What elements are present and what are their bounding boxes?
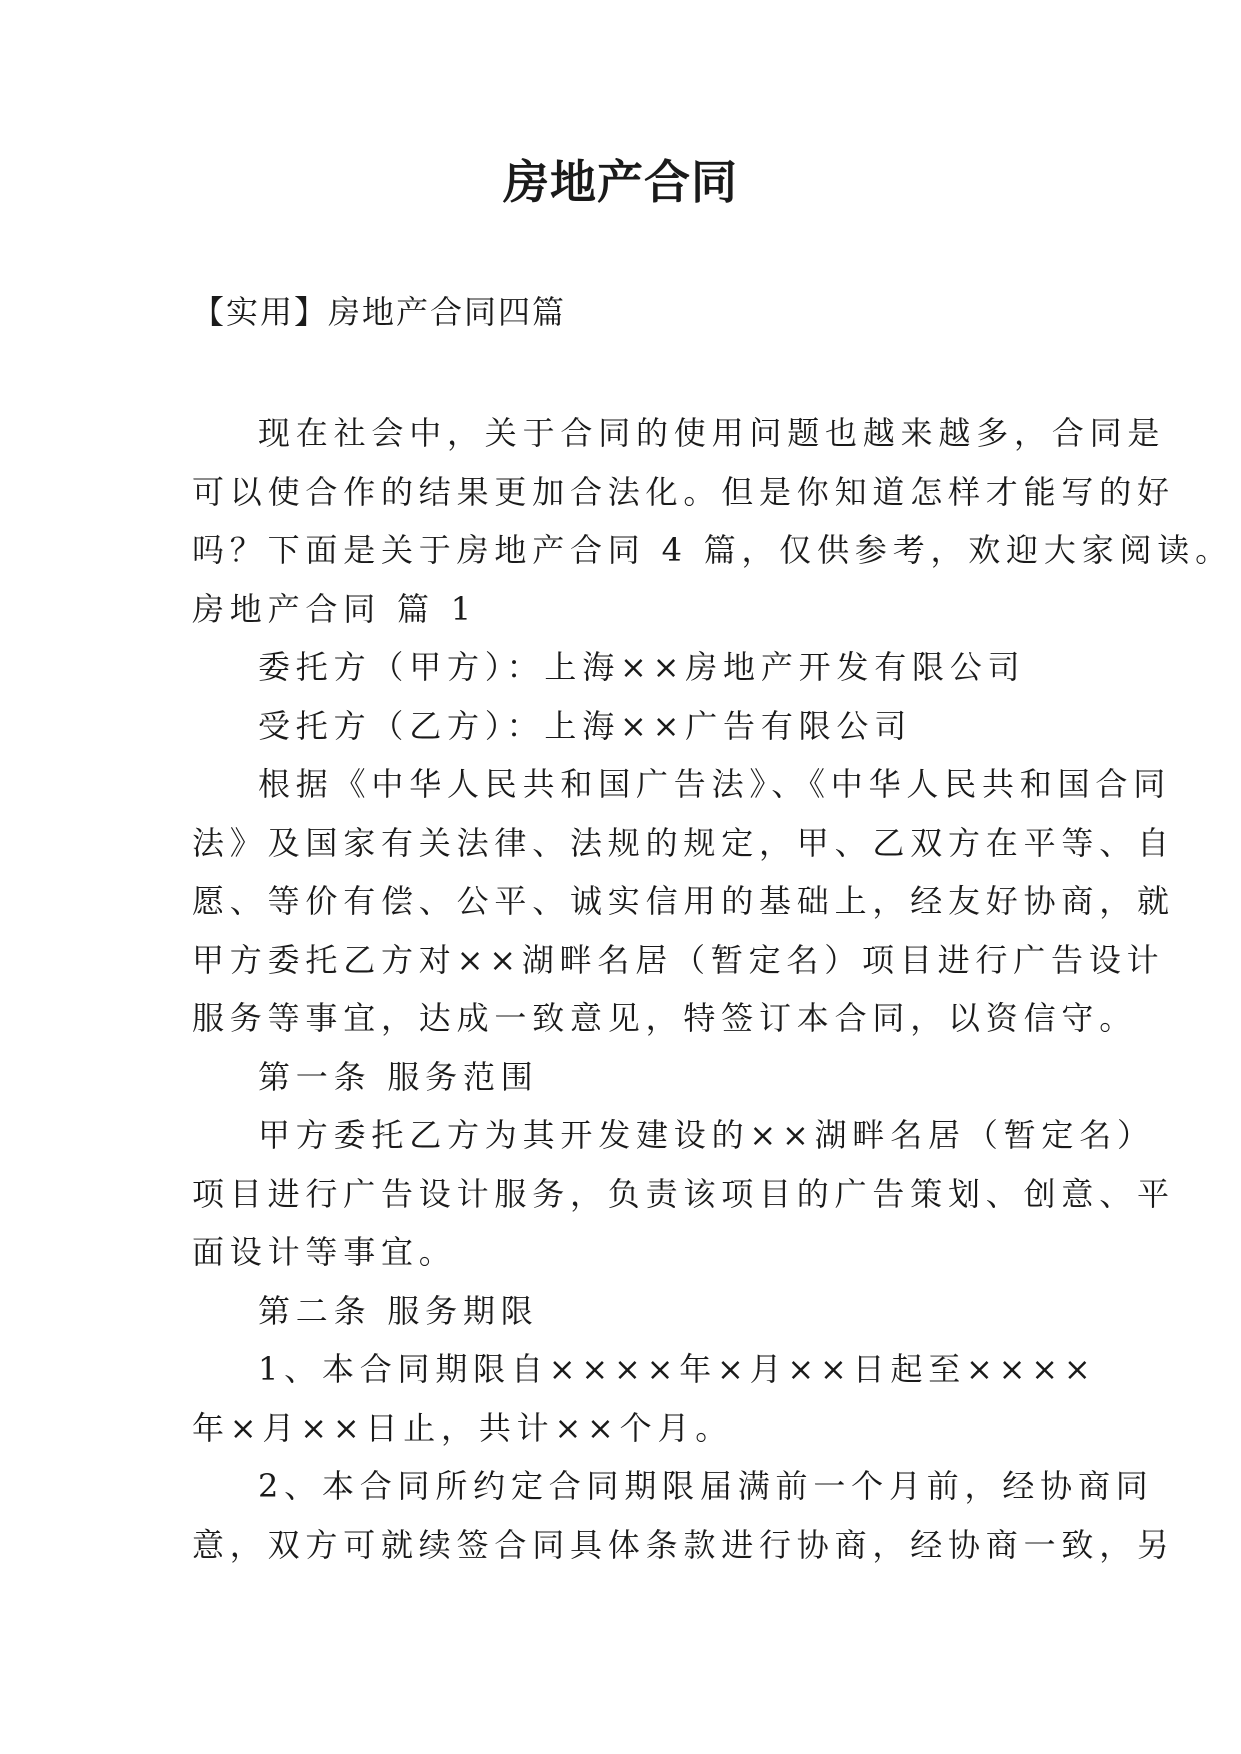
article2-item2-line: 2、本合同所约定合同期限届满前一个月前，经协商同 xyxy=(258,1467,1154,1505)
article1-line: 面设计等事宜。 xyxy=(192,1233,457,1271)
article1-paragraph xyxy=(192,1106,1175,1282)
article1-line: 甲方委托乙方为其开发建设的××湖畔名居（暂定名） xyxy=(258,1116,1155,1154)
basis-line: 服务等事宜，达成一致意见，特签订本合同，以资信守。 xyxy=(192,999,1138,1037)
article2-heading xyxy=(192,1282,1062,1341)
intro-line: 现在社会中，关于合同的使用问题也越来越多，合同是 xyxy=(258,414,1166,452)
article2-item1 xyxy=(192,1340,1097,1457)
section-heading-text: 房地产合同 篇 1 xyxy=(192,589,477,628)
client-line: 委托方（甲方）：上海××房地产开发有限公司 xyxy=(258,648,1026,686)
basis-line: 甲方委托乙方对××湖畔名居（暂定名）项目进行广告设计 xyxy=(192,940,1165,979)
intro-paragraph xyxy=(192,404,1233,580)
intro-line: 吗？下面是关于房地产合同 4 篇，仅供参考，欢迎大家阅读。 xyxy=(192,531,1233,569)
article1-heading xyxy=(192,1048,1062,1107)
basis-paragraph xyxy=(192,755,1175,1048)
intro-line: 可以使合作的结果更加合法化。但是你知道怎样才能写的好 xyxy=(192,472,1175,511)
section-heading xyxy=(192,580,1062,639)
article2-item1-line: 年×月××日止，共计××个月。 xyxy=(192,1408,734,1447)
article2-item2-line: 意，双方可就续签合同具体条款进行协商，经协商一致，另 xyxy=(192,1525,1175,1564)
agent-paragraph xyxy=(192,697,1062,756)
article2-item1-line: 1、本合同期限自××××年×月××日起至×××× xyxy=(258,1350,1097,1388)
document-body xyxy=(192,404,1233,1574)
basis-line: 法》及国家有关法律、法规的规定，甲、乙双方在平等、自 xyxy=(192,823,1175,862)
article1-line: 项目进行广告设计服务，负责该项目的广告策划、创意、平 xyxy=(192,1174,1175,1213)
article2-heading-text: 第二条 服务期限 xyxy=(258,1291,539,1330)
article2-item2 xyxy=(192,1457,1175,1574)
document-subtitle: 【实用】房地产合同四篇 xyxy=(192,293,567,331)
article1-heading-text: 第一条 服务范围 xyxy=(258,1057,539,1096)
basis-line: 根据《中华人民共和国广告法》、《中华人民共和国合同 xyxy=(258,765,1172,803)
agent-line: 受托方（乙方）：上海××广告有限公司 xyxy=(258,706,913,745)
basis-line: 愿、等价有偿、公平、诚实信用的基础上，经友好协商，就 xyxy=(192,882,1175,920)
document-title: 房地产合同 xyxy=(503,155,738,209)
client-paragraph xyxy=(192,638,1062,697)
